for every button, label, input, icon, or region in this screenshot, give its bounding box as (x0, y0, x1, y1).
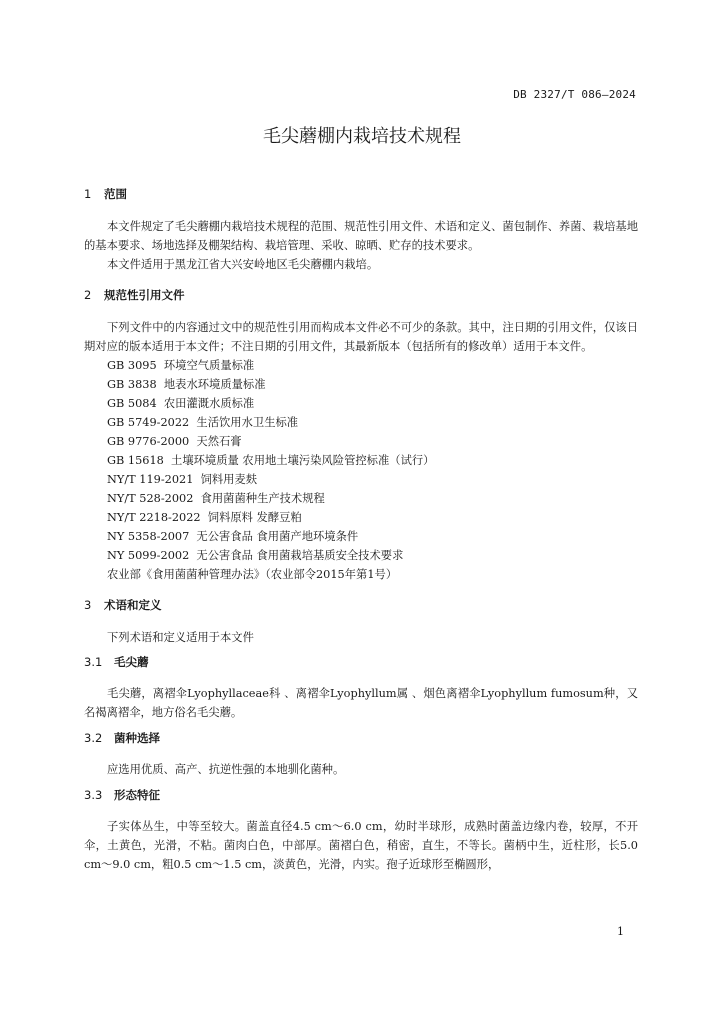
term-number: 3.3 (84, 788, 103, 802)
term-title: 菌种选择 (114, 731, 160, 745)
reference-item: NY/T 2218-2022 饲料原料 发酵豆粕 (107, 511, 302, 524)
term-3-2-heading (84, 729, 638, 748)
reference-item: NY 5358-2007 无公害食品 食用菌产地环境条件 (107, 530, 359, 543)
reference-item: NY/T 119-2021 饲料用麦麸 (107, 473, 258, 486)
section-1-paragraph-1: 本文件规定了毛尖蘑棚内栽培技术规程的范围、规范性引用文件、术语和定义、菌包制作、养菌、栽培基地的基本要求、场地选择及棚架结构、栽培管理、采收、晾晒、贮存的技术要求。 (84, 220, 638, 252)
section-3-intro: 下列术语和定义适用于本文件 (107, 631, 254, 644)
section-title: 范围 (104, 187, 127, 201)
term-title: 形态特征 (114, 788, 160, 802)
section-number: 2 (84, 288, 92, 302)
reference-item: GB 3095 环境空气质量标准 (107, 359, 255, 372)
reference-item: 农业部《食用菌菌种管理办法》（农业部令2015年第1号） (107, 568, 398, 581)
section-title: 术语和定义 (104, 598, 162, 612)
section-1-paragraph-2: 本文件适用于黑龙江省大兴安岭地区毛尖蘑棚内栽培。 (107, 258, 379, 271)
reference-list (84, 356, 638, 584)
term-3-3-text: 子实体丛生，中等至较大。菌盖直径4.5 cm～6.0 cm，幼时半球形，成熟时菌盖边缘内卷，较厚，不开伞，土黄色，光滑，不粘。菌肉白色，中部厚。菌褶白色，稍密，直生，不等长。菌柄中生，近柱形，长5.0 cm～9.0 cm，粗0.5 cm～1.5 cm，淡黄色，光滑，内实。孢子近球形至椭圆形， (84, 820, 638, 871)
reference-item: GB 5084 农田灌溉水质标准 (107, 397, 255, 410)
term-3-1-text: 毛尖蘑，离褶伞Lyophyllaceae科 、离褶伞Lyophyllum属 、烟色离褶伞Lyophyllum fumosum种，又名褐离褶伞，地方俗名毛尖蘑。 (84, 687, 638, 719)
page-number: 1 (617, 925, 624, 938)
document-code: DB 2327/T 086—2024 (513, 88, 636, 101)
term-number: 3.1 (84, 655, 103, 669)
reference-item: NY/T 528-2002 食用菌菌种生产技术规程 (107, 492, 325, 505)
section-2-heading (84, 286, 638, 305)
section-1-heading (84, 185, 638, 204)
document-title: 毛尖蘑棚内栽培技术规程 (263, 126, 461, 147)
section-number: 1 (84, 187, 92, 201)
reference-item: NY 5099-2002 无公害食品 食用菌栽培基质安全技术要求 (107, 549, 404, 562)
reference-item: GB 15618 土壤环境质量 农用地土壤污染风险管控标准（试行） (107, 454, 435, 467)
reference-item: GB 9776-2000 天然石膏 (107, 435, 242, 448)
reference-item: GB 5749-2022 生活饮用水卫生标准 (107, 416, 299, 429)
section-title: 规范性引用文件 (104, 288, 185, 302)
term-number: 3.2 (84, 731, 103, 745)
term-3-3-heading (84, 786, 638, 805)
reference-item: GB 3838 地表水环境质量标准 (107, 378, 266, 391)
section-2-intro: 下列文件中的内容通过文中的规范性引用而构成本文件必不可少的条款。其中，注日期的引用文件，仅该日期对应的版本适用于本文件；不注日期的引用文件，其最新版本（包括所有的修改单）适用于本文件。 (84, 321, 638, 353)
term-3-1-heading (84, 653, 638, 672)
section-number: 3 (84, 598, 92, 612)
term-3-2-text: 应选用优质、高产、抗逆性强的本地驯化菌种。 (107, 763, 345, 776)
document-body (84, 185, 638, 874)
term-title: 毛尖蘑 (114, 655, 149, 669)
section-3-heading (84, 596, 638, 615)
